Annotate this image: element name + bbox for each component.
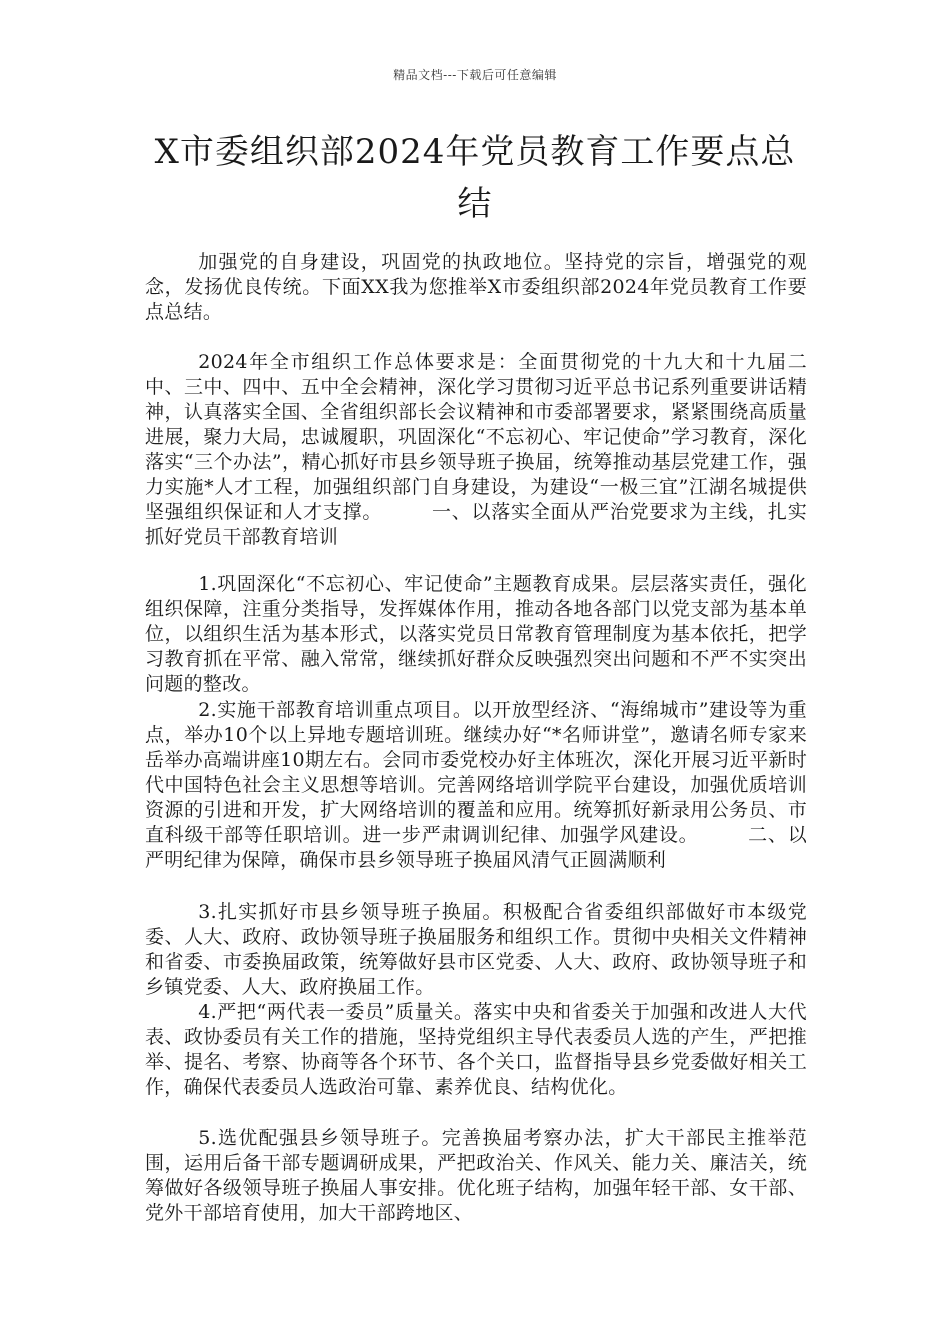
header-note: 精品文档---下载后可任意编辑 <box>393 68 557 82</box>
paragraph-text: 2.实施干部教育培训重点项目。以开放型经济、“海绵城市”建设等为重点，举办10个以上异地专题培训班。继续办好“*名师讲堂”，邀请名师专家来岳举办高端讲座10期左右。会同市委党校办好主体班次，深化开展习近平新时代中国特色社会主义思想等培训。完善网络培训学院平台建设，加强优质培训资源的引进和开发，扩大网络培训的覆盖和应用。统筹抓好新录用公务员、市直科级干部等任职培训。进一步严肃调训纪律、加强学风建设。 二、以严明纪律为保障，确保市县乡领导班子换届风清气正圆满顺利 <box>145 699 807 871</box>
item-1-paragraph <box>145 572 807 697</box>
item-4-paragraph <box>145 1000 807 1100</box>
paragraph-text: 5.选优配强县乡领导班子。完善换届考察办法，扩大干部民主推举范围，运用后备干部专题调研成果，严把政治关、作风关、能力关、廉洁关，统筹做好各级领导班子换届人事安排。优化班子结构，加强年轻干部、女干部、党外干部培育使用，加大干部跨地区、 <box>145 1127 807 1224</box>
paragraph-text: 4.严把“两代表一委员”质量关。落实中央和省委关于加强和改进人大代表、政协委员有关工作的措施，坚持党组织主导代表委员人选的产生，严把推举、提名、考察、协商等各个环节、各个关口，监督指导县乡党委做好相关工作，确保代表委员人选政治可靠、素养优良、结构优化。 <box>145 1001 807 1098</box>
document-title: X市委组织部2024年党员教育工作要点总结 <box>154 132 796 224</box>
intro-paragraph <box>145 250 807 325</box>
paragraph-text: 2024年全市组织工作总体要求是：全面贯彻党的十九大和十九届二中、三中、四中、五中全会精神，深化学习贯彻习近平总书记系列重要讲话精神，认真落实全国、全省组织部长会议精神和市委部署要求，紧紧围绕高质量进展，聚力大局，忠诚履职，巩固深化“不忘初心、牢记使命”学习教育，深化落实“三个办法”，精心抓好市县乡领导班子换届，统筹推动基层党建工作，强力实施*人才工程，加强组织部门自身建设，为建设“一极三宜”江湖名城提供坚强组织保证和人才支撑。 一、以落实全面从严治党要求为主线，扎实抓好党员干部教育培训 <box>145 351 807 548</box>
item-3-paragraph <box>145 900 807 1000</box>
paragraph-text: 1.巩固深化“不忘初心、牢记使命”主题教育成果。层层落实责任，强化组织保障，注重分类指导，发挥媒体作用，推动各地各部门以党支部为基本单位，以组织生活为基本形式，以落实党员日常教育管理制度为基本依托，把学习教育抓在平常、融入常常，继续抓好群众反映强烈突出问题和不严不实突出问题的整改。 <box>145 573 807 695</box>
paragraph-text: 加强党的自身建设，巩固党的执政地位。坚持党的宗旨，增强党的观念，发扬优良传统。下面XX我为您推举X市委组织部2024年党员教育工作要点总结。 <box>145 251 807 323</box>
overall-requirements-paragraph <box>145 350 807 550</box>
paragraph-text: 3.扎实抓好市县乡领导班子换届。积极配合省委组织部做好市本级党委、人大、政府、政协领导班子换届服务和组织工作。贯彻中央相关文件精神和省委、市委换届政策，统筹做好县市区党委、人大、政府、政协领导班子和乡镇党委、人大、政府换届工作。 <box>145 901 807 998</box>
item-5-paragraph <box>145 1126 807 1226</box>
item-2-paragraph <box>145 698 807 873</box>
